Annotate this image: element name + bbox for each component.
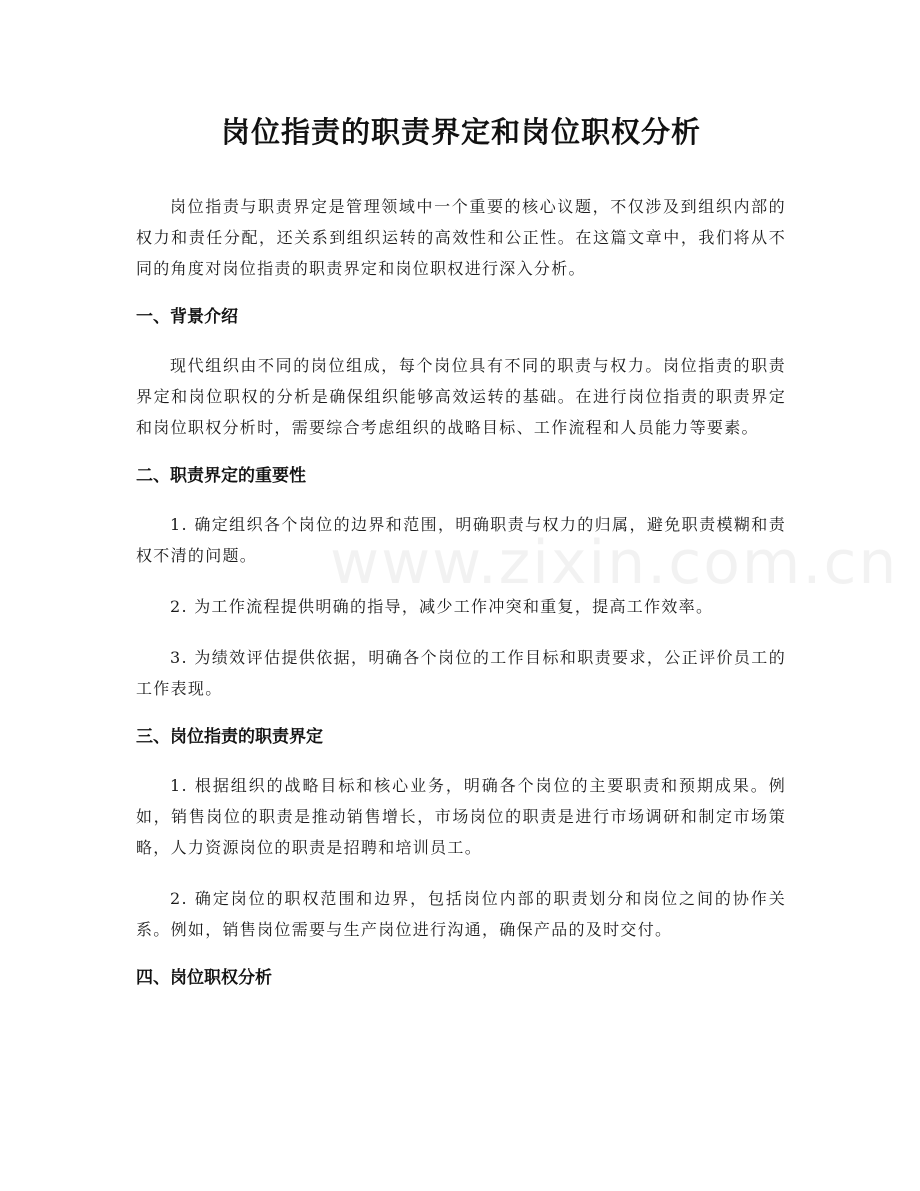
- document-title: 岗位指责的职责界定和岗位职权分析: [220, 115, 701, 149]
- section-heading-responsibility-definition: 三、岗位指责的职责界定: [136, 727, 323, 747]
- importance-item-1: 1. 确定组织各个岗位的边界和范围，明确职责与权力的归属，避免职责模糊和责权不清的问题。: [136, 515, 786, 565]
- importance-item-3: 3. 为绩效评估提供依据，明确各个岗位的工作目标和职责要求，公正评价员工的工作表现。: [136, 648, 786, 698]
- importance-item-2: 2. 为工作流程提供明确的指导，减少工作冲突和重复，提高工作效率。: [170, 597, 714, 616]
- section-heading-background: 一、背景介绍: [136, 307, 238, 327]
- section-heading-authority-analysis: 四、岗位职权分析: [136, 968, 272, 988]
- intro-paragraph: 岗位指责与职责界定是管理领域中一个重要的核心议题，不仅涉及到组织内部的权力和责任分配，还关系到组织运转的高效性和公正性。在这篇文章中，我们将从不同的角度对岗位指责的职责界定和岗位职权进行深入分析。: [136, 197, 786, 278]
- section-background-paragraph: 现代组织由不同的岗位组成，每个岗位具有不同的职责与权力。岗位指责的职责界定和岗位职权的分析是确保组织能够高效运转的基础。在进行岗位指责的职责界定和岗位职权分析时，需要综合考虑组织的战略目标、工作流程和人员能力等要素。: [136, 356, 786, 437]
- section-heading-importance: 二、职责界定的重要性: [136, 466, 306, 486]
- definition-item-1: 1. 根据组织的战略目标和核心业务，明确各个岗位的主要职责和预期成果。例如，销售岗位的职责是推动销售增长，市场岗位的职责是进行市场调研和制定市场策略，人力资源岗位的职责是招聘和培训员工。: [136, 776, 786, 857]
- watermark: www.zixin.com.cn: [330, 528, 899, 598]
- definition-item-2: 2. 确定岗位的职权范围和边界，包括岗位内部的职责划分和岗位之间的协作关系。例如，销售岗位需要与生产岗位进行沟通，确保产品的及时交付。: [136, 889, 786, 939]
